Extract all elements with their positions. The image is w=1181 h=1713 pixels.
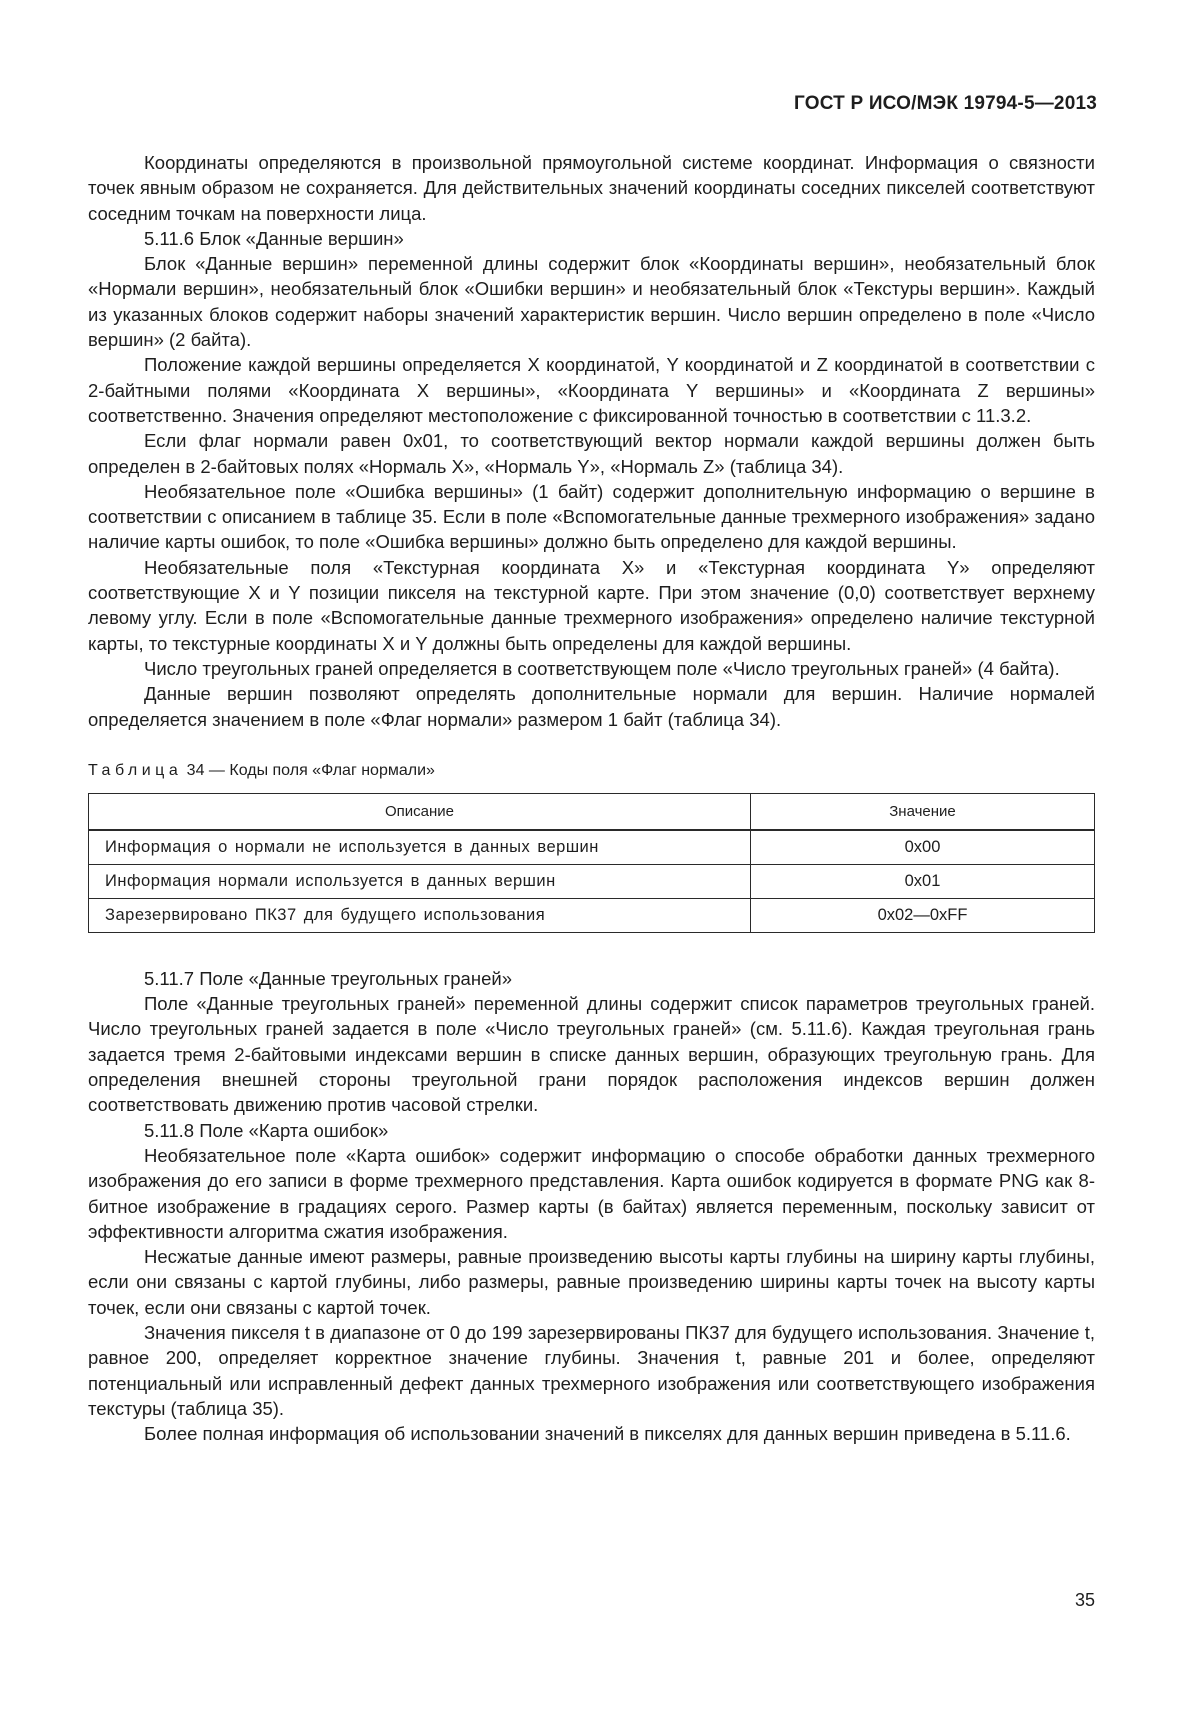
table-cell-description: Информация о нормали не используется в данных вершин (89, 830, 751, 865)
paragraph-vertex-block: Блок «Данные вершин» переменной длины содержит блок «Координаты вершин», необязательный блок «Нормали вершин», необязательный блок «Ошибки вершин» и необязательный блок «Текстуры вершин». Каждый из указанных блоков содержит наборы значений характеристик вершин. Число вершин определено в поле «Число вершин» (2 байта). (88, 253, 1095, 351)
paragraph-additional-normals: Данные вершин позволяют определять дополнительные нормали для вершин. Наличие нормалей определяется значением в поле «Флаг нормали» размером 1 байт (таблица 34). (88, 683, 1095, 730)
subsection-heading-5-11-6: 5.11.6 Блок «Данные вершин» (144, 227, 404, 249)
table-row (89, 830, 1095, 865)
table-row (89, 864, 1095, 898)
column-header-value: Значение (751, 793, 1095, 830)
paragraph-triangle-data: Поле «Данные треугольных граней» переменной длины содержит список параметров треугольных граней. Число треугольных граней задается в поле «Число треугольных граней» (см. 5.11.6). Каждая треугольная грань задается тремя 2-байтовыми индексами вершин в списке данных вершин, образующих треугольную грань. Для определения внешней стороны треугольной грани порядок расположения индексов вершин должен соответствовать движению против часовой стрелки. (88, 993, 1095, 1116)
column-header-description: Описание (89, 793, 751, 830)
paragraph-error-map: Необязательное поле «Карта ошибок» содержит информацию о способе обработки данных трехмерного изображения до его записи в форме трехмерного представления. Карта ошибок кодируется в формате PNG как 8-битное изображение в градациях серого. Размер карты (в байтах) является переменным, поскольку зависит от эффективности алгоритма сжатия изображения. (88, 1144, 1095, 1242)
paragraph-more-info: Более полная информация об использовании значений в пикселях для данных вершин приведена в 5.11.6. (144, 1423, 1071, 1445)
paragraph-coordinates: Координаты определяются в произвольной прямоугольной системе координат. Информация о связности точек явным образом не сохраняется. Для действительных значений координаты соседних пикселей соответствуют соседним точкам на поверхности лица. (88, 152, 1095, 224)
table-cell-value: 0x00 (751, 830, 1095, 865)
table-row (89, 898, 1095, 932)
intro-section (88, 150, 1095, 732)
page-number: 35 (1074, 1590, 1095, 1610)
table-cell-value: 0x01 (751, 864, 1095, 898)
subsection-heading-5-11-8: 5.11.8 Поле «Карта ошибок» (144, 1119, 389, 1141)
page-content (88, 150, 1095, 1446)
table-caption (88, 760, 1095, 782)
table-cell-description: Информация нормали используется в данных вершин (89, 864, 751, 898)
paragraph-vertex-position: Положение каждой вершины определяется X координатой, Y координатой и Z координатой в соответствии с 2-байтными полями «Координата X вершины», «Координата Y вершины» и «Координата Z вершины» соответственно. Значения определяют местоположение с фиксированной точностью в соответствии с 11.3.2. (88, 354, 1095, 426)
paragraph-triangle-count: Число треугольных граней определяется в соответствующем поле «Число треугольных граней» (4 байта). (144, 657, 1060, 679)
table-cell-value: 0x02—0xFF (751, 898, 1095, 932)
table-caption-word: Таблица (88, 761, 183, 779)
paragraph-texture-coordinates: Необязательные поля «Текстурная координата X» и «Текстурная координата Y» определяют соответствующие X и Y позиции пикселя на текстурной карте. При этом значение (0,0) соответствует верхнему левому углу. Если в поле «Вспомогательные данные трехмерного изображения» определено наличие текстурной карты, то текстурные координаты X и Y должны быть определены для каждой вершины. (88, 556, 1095, 654)
paragraph-pixel-values: Значения пикселя t в диапазоне от 0 до 199 зарезервированы ПК37 для будущего использования. Значение t, равное 200, определяет корректное значение глубины. Значения t, равные 201 и более, определяют потенциальный или исправленный дефект данных трехмерного изображения или соответствующего изображения текстуры (таблица 35). (88, 1321, 1095, 1419)
standard-header: ГОСТ Р ИСО/МЭК 19794-5—2013 (794, 93, 1097, 114)
table-cell-description: Зарезервировано ПК37 для будущего использования (89, 898, 751, 932)
paragraph-uncompressed-data: Несжатые данные имеют размеры, равные произведению высоты карты глубины на ширину карты глубины, если они связаны с картой глубины, либо размеры, равные произведению ширины карты точек на высоту карты точек, если они связаны с картой точек. (88, 1246, 1095, 1318)
subsection-heading-5-11-7: 5.11.7 Поле «Данные треугольных граней» (144, 967, 512, 989)
table-header-row (89, 793, 1095, 830)
after-table-section (88, 966, 1095, 1447)
paragraph-normal-flag: Если флаг нормали равен 0x01, то соответствующий вектор нормали каждой вершины должен быть определен в 2-байтовых полях «Нормаль X», «Нормаль Y», «Нормаль Z» (таблица 34). (88, 430, 1095, 477)
paragraph-vertex-error: Необязательное поле «Ошибка вершины» (1 байт) содержит дополнительную информацию о вершине в соответствии с описанием в таблице 35. Если в поле «Вспомогательные данные трехмерного изображения» задано наличие карты ошибок, то поле «Ошибка вершины» должно быть определено для каждой вершины. (88, 480, 1095, 553)
table-caption-title: 34 — Коды поля «Флаг нормали» (182, 761, 435, 779)
normal-flag-table (88, 793, 1095, 933)
